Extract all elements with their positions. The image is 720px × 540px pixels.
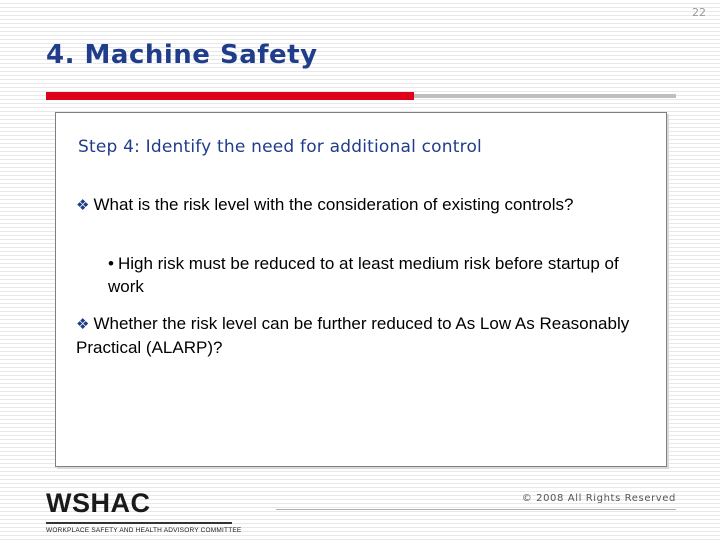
logo-wordmark: WSHAC <box>46 488 151 518</box>
underline-gray-segment <box>414 94 676 98</box>
content-box <box>55 112 667 467</box>
logo-subtitle: WORKPLACE SAFETY AND HEALTH ADVISORY COMMITTEE <box>46 527 242 534</box>
copyright-notice: © 2008 All Rights Reserved <box>521 493 676 504</box>
title-underline <box>46 92 676 100</box>
dot-bullet-icon: • <box>108 254 114 273</box>
bullet-item-2-text: Whether the risk level can be further reduced to As Low As Reasonably Practical (ALARP)? <box>76 314 630 357</box>
slide-title: 4. Machine Safety <box>46 40 318 70</box>
sub-bullet-item <box>108 252 638 298</box>
page-number: 22 <box>692 6 706 19</box>
bullet-item-2 <box>76 312 636 359</box>
sub-bullet-item-text: High risk must be reduced to at least medium risk before startup of work <box>108 254 619 296</box>
logo-divider <box>46 522 232 524</box>
diamond-bullet-icon: ❖ <box>76 315 90 333</box>
wshac-logo <box>46 488 242 534</box>
diamond-bullet-icon: ❖ <box>76 196 90 214</box>
footer-rule <box>276 509 676 510</box>
underline-red-segment <box>46 92 414 100</box>
step-heading: Step 4: Identify the need for additional control <box>78 137 482 157</box>
bullet-item-1 <box>76 193 636 217</box>
bullet-item-1-text: What is the risk level with the consideration of existing controls? <box>93 195 574 214</box>
